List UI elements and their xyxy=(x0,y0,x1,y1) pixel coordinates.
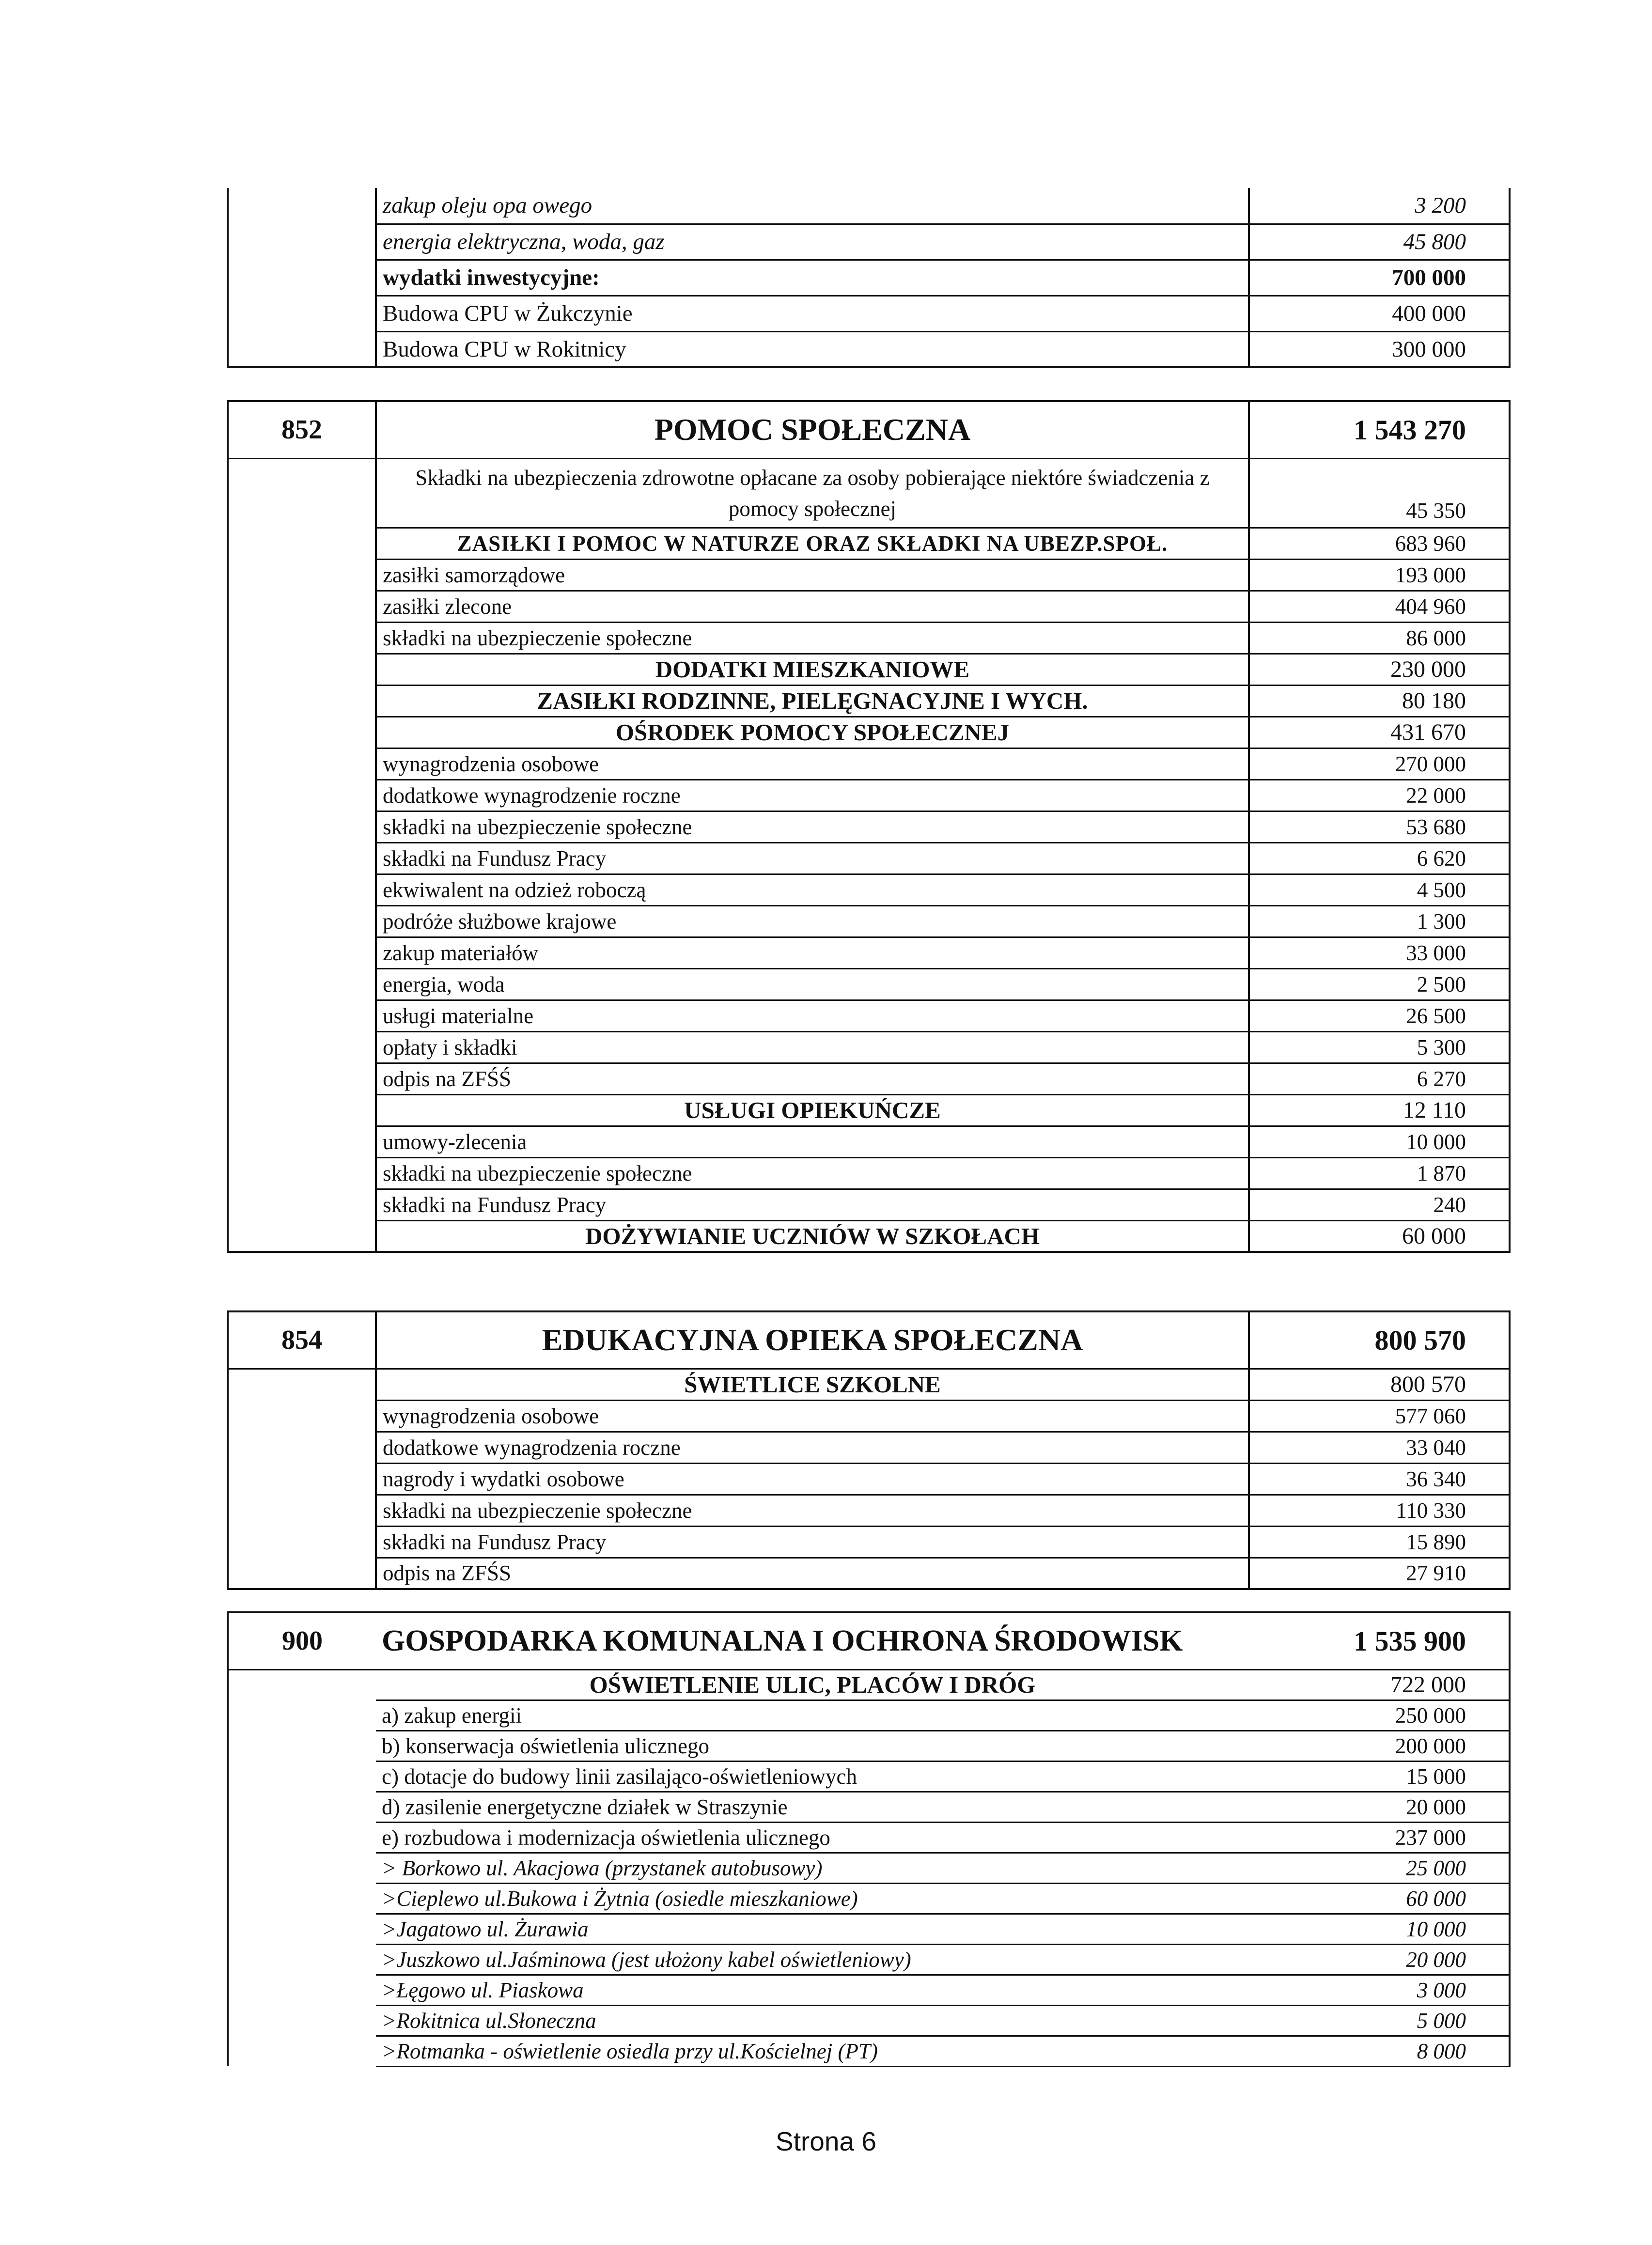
item-amount: 700 000 xyxy=(1249,260,1510,296)
item-amount: 200 000 xyxy=(1249,1731,1510,1761)
table-row xyxy=(228,2005,1510,2036)
section-title: POMOC SPOŁECZNA xyxy=(376,401,1249,458)
code-cell xyxy=(228,1853,376,1883)
item-label: >Jagatowo ul. Żurawia xyxy=(376,1914,1249,1944)
section-header-row xyxy=(228,1311,1510,1369)
item-amount: 431 670 xyxy=(1249,717,1510,748)
subsection-title: OŚWIETLENIE ULIC, PLACÓW I DRÓG xyxy=(376,1669,1249,1700)
item-label: składki na Fundusz Pracy xyxy=(376,1189,1249,1220)
table-row xyxy=(228,780,1510,811)
item-amount: 36 340 xyxy=(1249,1463,1510,1495)
subsection-title: USŁUGI OPIEKUŃCZE xyxy=(376,1094,1249,1126)
section-total: 1 543 270 xyxy=(1249,401,1510,458)
item-label: wynagrodzenia osobowe xyxy=(376,1400,1249,1432)
item-label: zasiłki samorządowe xyxy=(376,559,1249,591)
item-label: a) zakup energii xyxy=(376,1700,1249,1731)
section-table xyxy=(227,1611,1511,2067)
code-cell xyxy=(228,1914,376,1944)
section-code: 854 xyxy=(228,1311,376,1369)
item-label: energia elektryczna, woda, gaz xyxy=(376,224,1249,260)
item-amount: 270 000 xyxy=(1249,748,1510,780)
code-cell xyxy=(228,1189,376,1220)
code-cell xyxy=(228,224,376,260)
item-amount: 250 000 xyxy=(1249,1700,1510,1731)
item-amount: 27 910 xyxy=(1249,1558,1510,1589)
table-row xyxy=(228,591,1510,622)
item-amount: 3 000 xyxy=(1249,1975,1510,2005)
item-label: >Juszkowo ul.Jaśminowa (jest ułożony kabel oświetleniowy) xyxy=(376,1944,1249,1975)
table-row xyxy=(228,1463,1510,1495)
code-cell xyxy=(228,968,376,1000)
item-label: składki na ubezpieczenie społeczne xyxy=(376,622,1249,654)
table-row xyxy=(228,1558,1510,1589)
table-row xyxy=(228,968,1510,1000)
code-cell xyxy=(228,2036,376,2066)
code-cell xyxy=(228,331,376,367)
table-row xyxy=(228,1495,1510,1526)
table-row xyxy=(228,1157,1510,1189)
item-amount: 683 960 xyxy=(1249,528,1510,559)
item-amount: 12 110 xyxy=(1249,1094,1510,1126)
code-cell xyxy=(228,1400,376,1432)
table-row xyxy=(228,1883,1510,1914)
code-cell xyxy=(228,905,376,937)
item-amount: 1 300 xyxy=(1249,905,1510,937)
item-label: > Borkowo ul. Akacjowa (przystanek autobusowy) xyxy=(376,1853,1249,1883)
section-total: 1 535 900 xyxy=(1249,1612,1510,1669)
item-label: usługi materialne xyxy=(376,1000,1249,1031)
top-continuation-block xyxy=(227,188,1509,368)
section-900 xyxy=(227,1611,1509,2067)
table-row xyxy=(228,1094,1510,1126)
item-label: Budowa CPU w Żukczynie xyxy=(376,296,1249,331)
item-amount: 60 000 xyxy=(1249,1220,1510,1252)
code-cell xyxy=(228,1792,376,1822)
item-amount: 2 500 xyxy=(1249,968,1510,1000)
code-cell xyxy=(228,1126,376,1157)
item-amount: 25 000 xyxy=(1249,1853,1510,1883)
item-amount: 800 570 xyxy=(1249,1369,1510,1400)
table-row xyxy=(228,1126,1510,1157)
item-amount: 230 000 xyxy=(1249,654,1510,685)
code-cell xyxy=(228,1526,376,1558)
table-row xyxy=(228,260,1510,296)
item-label: e) rozbudowa i modernizacja oświetlenia ulicznego xyxy=(376,1822,1249,1853)
code-cell xyxy=(228,1495,376,1526)
item-label: wynagrodzenia osobowe xyxy=(376,748,1249,780)
table-row xyxy=(228,1526,1510,1558)
item-amount: 80 180 xyxy=(1249,685,1510,717)
code-cell xyxy=(228,528,376,559)
item-label: zasiłki zlecone xyxy=(376,591,1249,622)
table-row xyxy=(228,188,1510,224)
table-row xyxy=(228,2036,1510,2066)
item-amount: 33 000 xyxy=(1249,937,1510,968)
item-amount: 45 350 xyxy=(1249,458,1510,528)
section-table xyxy=(227,400,1511,1253)
section-title: GOSPODARKA KOMUNALNA I OCHRONA ŚRODOWISK xyxy=(376,1612,1249,1669)
item-amount: 300 000 xyxy=(1249,331,1510,367)
section-code: 852 xyxy=(228,401,376,458)
item-amount: 20 000 xyxy=(1249,1944,1510,1975)
subsection-title: ŚWIETLICE SZKOLNE xyxy=(376,1369,1249,1400)
item-amount: 45 800 xyxy=(1249,224,1510,260)
item-amount: 6 620 xyxy=(1249,842,1510,874)
table-row xyxy=(228,1853,1510,1883)
item-label: odpis na ZFŚS xyxy=(376,1558,1249,1589)
table-row xyxy=(228,874,1510,905)
item-label: składki na ubezpieczenie społeczne xyxy=(376,1157,1249,1189)
item-label: składki na Fundusz Pracy xyxy=(376,1526,1249,1558)
code-cell xyxy=(228,1669,376,1700)
code-cell xyxy=(228,458,376,528)
section-852 xyxy=(227,400,1509,1253)
item-amount: 5 000 xyxy=(1249,2005,1510,2036)
subsection-title: DODATKI MIESZKANIOWE xyxy=(376,654,1249,685)
item-amount: 4 500 xyxy=(1249,874,1510,905)
page-number: Strona 6 xyxy=(776,2126,876,2156)
table-row xyxy=(228,1369,1510,1400)
item-amount: 110 330 xyxy=(1249,1495,1510,1526)
table-row xyxy=(228,458,1510,528)
code-cell xyxy=(228,622,376,654)
item-amount: 400 000 xyxy=(1249,296,1510,331)
item-amount: 6 270 xyxy=(1249,1063,1510,1094)
item-amount: 404 960 xyxy=(1249,591,1510,622)
table-row xyxy=(228,811,1510,842)
table-row xyxy=(228,1189,1510,1220)
item-amount: 577 060 xyxy=(1249,1400,1510,1432)
item-label: energia, woda xyxy=(376,968,1249,1000)
table-row xyxy=(228,842,1510,874)
item-label: dodatkowe wynagrodzenia roczne xyxy=(376,1432,1249,1463)
item-label: d) zasilenie energetyczne działek w Straszynie xyxy=(376,1792,1249,1822)
table-row xyxy=(228,1432,1510,1463)
table-row xyxy=(228,1761,1510,1792)
item-amount: 237 000 xyxy=(1249,1822,1510,1853)
table-row xyxy=(228,1731,1510,1761)
top-continuation-table xyxy=(227,188,1511,368)
item-label: >Rokitnica ul.Słoneczna xyxy=(376,2005,1249,2036)
subsection-title: DOŻYWIANIE UCZNIÓW W SZKOŁACH xyxy=(376,1220,1249,1252)
item-label: >Rotmanka - oświetlenie osiedla przy ul.Kościelnej (PT) xyxy=(376,2036,1249,2066)
code-cell xyxy=(228,780,376,811)
code-cell xyxy=(228,1369,376,1400)
table-row xyxy=(228,685,1510,717)
item-amount: 8 000 xyxy=(1249,2036,1510,2066)
code-cell xyxy=(228,1157,376,1189)
item-amount: 240 xyxy=(1249,1189,1510,1220)
item-label: zakup materiałów xyxy=(376,937,1249,968)
code-cell xyxy=(228,1883,376,1914)
section-854 xyxy=(227,1310,1509,1590)
table-row xyxy=(228,559,1510,591)
subsection-title: ZASIŁKI I POMOC W NATURZE ORAZ SKŁADKI NA UBEZP.SPOŁ. xyxy=(376,528,1249,559)
code-cell xyxy=(228,591,376,622)
item-label: >Łęgowo ul. Piaskowa xyxy=(376,1975,1249,2005)
code-cell xyxy=(228,1761,376,1792)
code-cell xyxy=(228,1558,376,1589)
code-cell xyxy=(228,685,376,717)
table-row xyxy=(228,331,1510,367)
item-amount: 20 000 xyxy=(1249,1792,1510,1822)
code-cell xyxy=(228,296,376,331)
section-title: EDUKACYJNA OPIEKA SPOŁECZNA xyxy=(376,1311,1249,1369)
code-cell xyxy=(228,1063,376,1094)
table-row xyxy=(228,1822,1510,1853)
code-cell xyxy=(228,1463,376,1495)
code-cell xyxy=(228,559,376,591)
code-cell xyxy=(228,1975,376,2005)
table-row xyxy=(228,1400,1510,1432)
code-cell xyxy=(228,2005,376,2036)
table-row xyxy=(228,1914,1510,1944)
code-cell xyxy=(228,1031,376,1063)
item-label: ekwiwalent na odzież roboczą xyxy=(376,874,1249,905)
item-label: składki na Fundusz Pracy xyxy=(376,842,1249,874)
section-header-row xyxy=(228,401,1510,458)
table-row xyxy=(228,1792,1510,1822)
table-row xyxy=(228,1000,1510,1031)
item-amount: 10 000 xyxy=(1249,1914,1510,1944)
table-row xyxy=(228,717,1510,748)
code-cell xyxy=(228,1094,376,1126)
table-row xyxy=(228,905,1510,937)
item-label: podróże służbowe krajowe xyxy=(376,905,1249,937)
item-label: odpis na ZFŚŚ xyxy=(376,1063,1249,1094)
item-label: Budowa CPU w Rokitnicy xyxy=(376,331,1249,367)
item-label: nagrody i wydatki osobowe xyxy=(376,1463,1249,1495)
table-row xyxy=(228,1975,1510,2005)
table-row xyxy=(228,1220,1510,1252)
code-cell xyxy=(228,937,376,968)
code-cell xyxy=(228,1220,376,1252)
item-label: b) konserwacja oświetlenia ulicznego xyxy=(376,1731,1249,1761)
table-row xyxy=(228,1031,1510,1063)
table-row xyxy=(228,1669,1510,1700)
section-header-row xyxy=(228,1612,1510,1669)
item-amount: 10 000 xyxy=(1249,1126,1510,1157)
code-cell xyxy=(228,842,376,874)
table-row xyxy=(228,528,1510,559)
item-amount: 722 000 xyxy=(1249,1669,1510,1700)
code-cell xyxy=(228,811,376,842)
subsection-title: OŚRODEK POMOCY SPOŁECZNEJ xyxy=(376,717,1249,748)
code-cell xyxy=(228,188,376,224)
table-row xyxy=(228,1063,1510,1094)
section-table xyxy=(227,1310,1511,1590)
subsection-title: ZASIŁKI RODZINNE, PIELĘGNACYJNE I WYCH. xyxy=(376,685,1249,717)
table-row xyxy=(228,748,1510,780)
table-row xyxy=(228,622,1510,654)
item-label: Składki na ubezpieczenia zdrowotne opłacane za osoby pobierające niektóre świadczenia z pomocy społecznej xyxy=(376,458,1249,528)
item-amount: 60 000 xyxy=(1249,1883,1510,1914)
item-amount: 1 870 xyxy=(1249,1157,1510,1189)
item-amount: 193 000 xyxy=(1249,559,1510,591)
section-code: 900 xyxy=(228,1612,376,1669)
item-label: opłaty i składki xyxy=(376,1031,1249,1063)
code-cell xyxy=(228,717,376,748)
code-cell xyxy=(228,1731,376,1761)
item-label: zakup oleju opa owego xyxy=(376,188,1249,224)
item-label: składki na ubezpieczenie społeczne xyxy=(376,811,1249,842)
item-label: umowy-zlecenia xyxy=(376,1126,1249,1157)
item-label: c) dotacje do budowy linii zasilająco-oświetleniowych xyxy=(376,1761,1249,1792)
code-cell xyxy=(228,1000,376,1031)
item-label: >Cieplewo ul.Bukowa i Żytnia (osiedle mieszkaniowe) xyxy=(376,1883,1249,1914)
item-amount: 53 680 xyxy=(1249,811,1510,842)
code-cell xyxy=(228,1822,376,1853)
code-cell xyxy=(228,748,376,780)
table-row xyxy=(228,224,1510,260)
table-row xyxy=(228,1944,1510,1975)
code-cell xyxy=(228,1944,376,1975)
code-cell xyxy=(228,654,376,685)
item-label: dodatkowe wynagrodzenie roczne xyxy=(376,780,1249,811)
code-cell xyxy=(228,1700,376,1731)
item-label: wydatki inwestycyjne: xyxy=(376,260,1249,296)
code-cell xyxy=(228,874,376,905)
item-amount: 86 000 xyxy=(1249,622,1510,654)
item-amount: 15 000 xyxy=(1249,1761,1510,1792)
item-amount: 3 200 xyxy=(1249,188,1510,224)
table-row xyxy=(228,937,1510,968)
item-amount: 15 890 xyxy=(1249,1526,1510,1558)
code-cell xyxy=(228,1432,376,1463)
item-amount: 5 300 xyxy=(1249,1031,1510,1063)
item-amount: 26 500 xyxy=(1249,1000,1510,1031)
item-label: składki na ubezpieczenie społeczne xyxy=(376,1495,1249,1526)
code-cell xyxy=(228,260,376,296)
item-amount: 33 040 xyxy=(1249,1432,1510,1463)
table-row xyxy=(228,1700,1510,1731)
item-amount: 22 000 xyxy=(1249,780,1510,811)
section-total: 800 570 xyxy=(1249,1311,1510,1369)
table-row xyxy=(228,654,1510,685)
table-row xyxy=(228,296,1510,331)
